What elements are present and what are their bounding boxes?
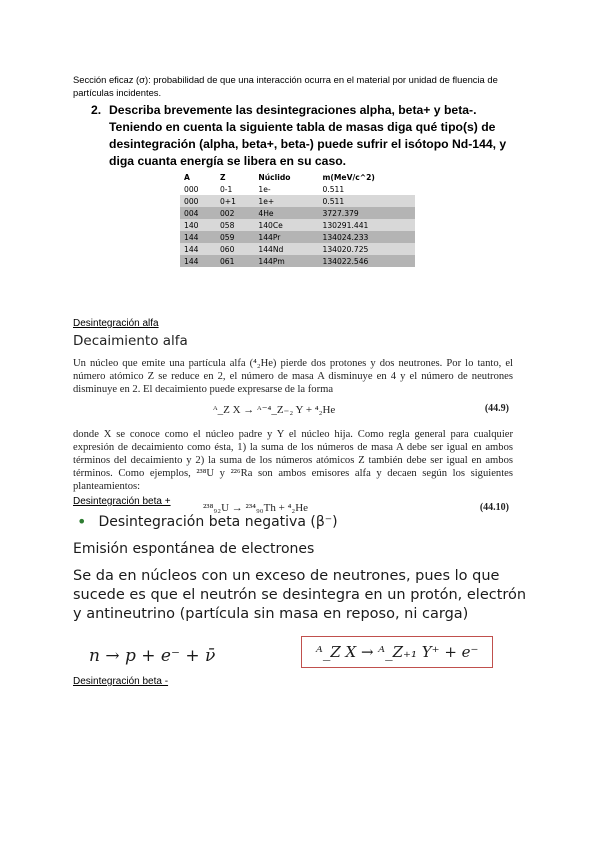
mass-table-cell: 144Nd [254, 243, 318, 255]
header-a: A [180, 171, 216, 183]
mass-table-cell: 134020.725 [318, 243, 415, 255]
mass-table-cell: 0+1 [216, 195, 254, 207]
beta-equation-left: n → p + e⁻ + ν̄ [89, 646, 216, 666]
mass-table-row [180, 207, 415, 219]
mass-table-row [180, 231, 415, 243]
beta-description: Se da en núcleos con un exceso de neutrones, pues lo que sucede es que el neutrón se desintegra en un protón, electrón y antineutrino (partícula sin masa en reposo, ni carga) [73, 568, 527, 622]
beta-subtitle: Emisión espontánea de electrones [73, 541, 315, 557]
mass-table-row [180, 255, 415, 267]
mass-table-cell: 060 [216, 243, 254, 255]
mass-table-row [180, 195, 415, 207]
alpha-equation-1-number: (44.9) [484, 403, 509, 414]
mass-table-cell: 3727.379 [318, 207, 415, 219]
mass-table [180, 171, 415, 267]
mass-table-cell: 144 [180, 255, 216, 267]
mass-table-cell: 4He [254, 207, 318, 219]
mass-table-cell: 144 [180, 231, 216, 243]
mass-table-cell: 134022.546 [318, 255, 415, 267]
intro-paragraph: Sección eficaz (σ): probabilidad de que una interacción ocurra en el material por unidad de fluencia de partículas incidentes. [73, 74, 498, 98]
mass-table-cell: 0.511 [318, 183, 415, 195]
mass-table-cell: 130291.441 [318, 219, 415, 231]
mass-table-cell: 140Ce [254, 219, 318, 231]
mass-table-header [180, 171, 415, 183]
alpha-textbook-excerpt [73, 333, 513, 521]
beta-bullet: Desintegración beta negativa (β⁻) [98, 513, 338, 530]
mass-table-cell: 144 [180, 243, 216, 255]
question-number: 2. [91, 103, 102, 117]
alpha-label: Desintegración alfa [73, 318, 159, 329]
beta-minus-label: Desintegración beta - [73, 676, 169, 687]
beta-equation-right: ᴬ_Z X → ᴬ_Z₊₁ Y⁺ + e⁻ [301, 636, 493, 668]
mass-table-cell: 0-1 [216, 183, 254, 195]
mass-table-cell: 144Pm [254, 255, 318, 267]
alpha-equation-2-number: (44.10) [479, 502, 509, 513]
mass-table-row [180, 219, 415, 231]
mass-table-cell: 061 [216, 255, 254, 267]
beta-slide-excerpt [73, 512, 533, 678]
mass-table-cell: 134024.233 [318, 231, 415, 243]
mass-table-cell: 002 [216, 207, 254, 219]
header-z: Z [216, 171, 254, 183]
mass-table-cell: 1e+ [254, 195, 318, 207]
mass-table-row [180, 183, 415, 195]
mass-table-cell: 140 [180, 219, 216, 231]
mass-table-cell: 0.511 [318, 195, 415, 207]
mass-table-cell: 004 [180, 207, 216, 219]
alpha-title: Decaimiento alfa [73, 333, 188, 349]
alpha-equation-1: ᴬ_Z X → ᴬ⁻⁴_Z₋₂ Y + ⁴₂He [213, 404, 336, 416]
header-mass: m(MeV/c^2) [318, 171, 415, 183]
question-text: Describa brevemente las desintegraciones alpha, beta+ y beta-. Teniendo en cuenta la siguiente tabla de masas diga qué tipo(s) de desintegración (alpha, beta+, beta-) puede sufrir el isótopo Nd-144, y diga cuanta energía se libera en su caso. [109, 103, 507, 168]
mass-table-cell: 1e- [254, 183, 318, 195]
bullet-icon: • [77, 512, 87, 531]
mass-table-cell: 058 [216, 219, 254, 231]
alpha-para-1: Un núcleo que emite una partícula alfa (⁴₂He) pierde dos protones y dos neutrones. Por lo tanto, el número atómico Z se reduce en 2, el número de masa A disminuye en 4 y el número de neutrones disminuye en 2. El decaimiento puede expresarse de la forma [73, 358, 513, 395]
beta-plus-label: Desintegración beta + [73, 496, 171, 507]
mass-table-row [180, 243, 415, 255]
alpha-para-2: donde X se conoce como el núcleo padre y Y el núcleo hija. Como regla general para cualquier expresión de decaimiento como ésta, 1) la suma de los números de masa A debe ser igual en ambos términos del decaimiento y 2) la suma de los números atómicos Z también debe ser igual en ambos términos. Como ejemplos, ²³⁸U y ²²⁶Ra son ambos emisores alfa y decaen según los siguientes planteamientos: [73, 429, 513, 492]
mass-table-cell: 000 [180, 183, 216, 195]
alpha-equation-2: ²³⁸₉₂U → ²³⁴₉₀Th + ⁴₂He [203, 502, 309, 514]
header-nuclide: Núclido [254, 171, 318, 183]
mass-table-cell: 144Pr [254, 231, 318, 243]
mass-table-cell: 000 [180, 195, 216, 207]
mass-table-image [180, 171, 415, 267]
mass-table-cell: 059 [216, 231, 254, 243]
